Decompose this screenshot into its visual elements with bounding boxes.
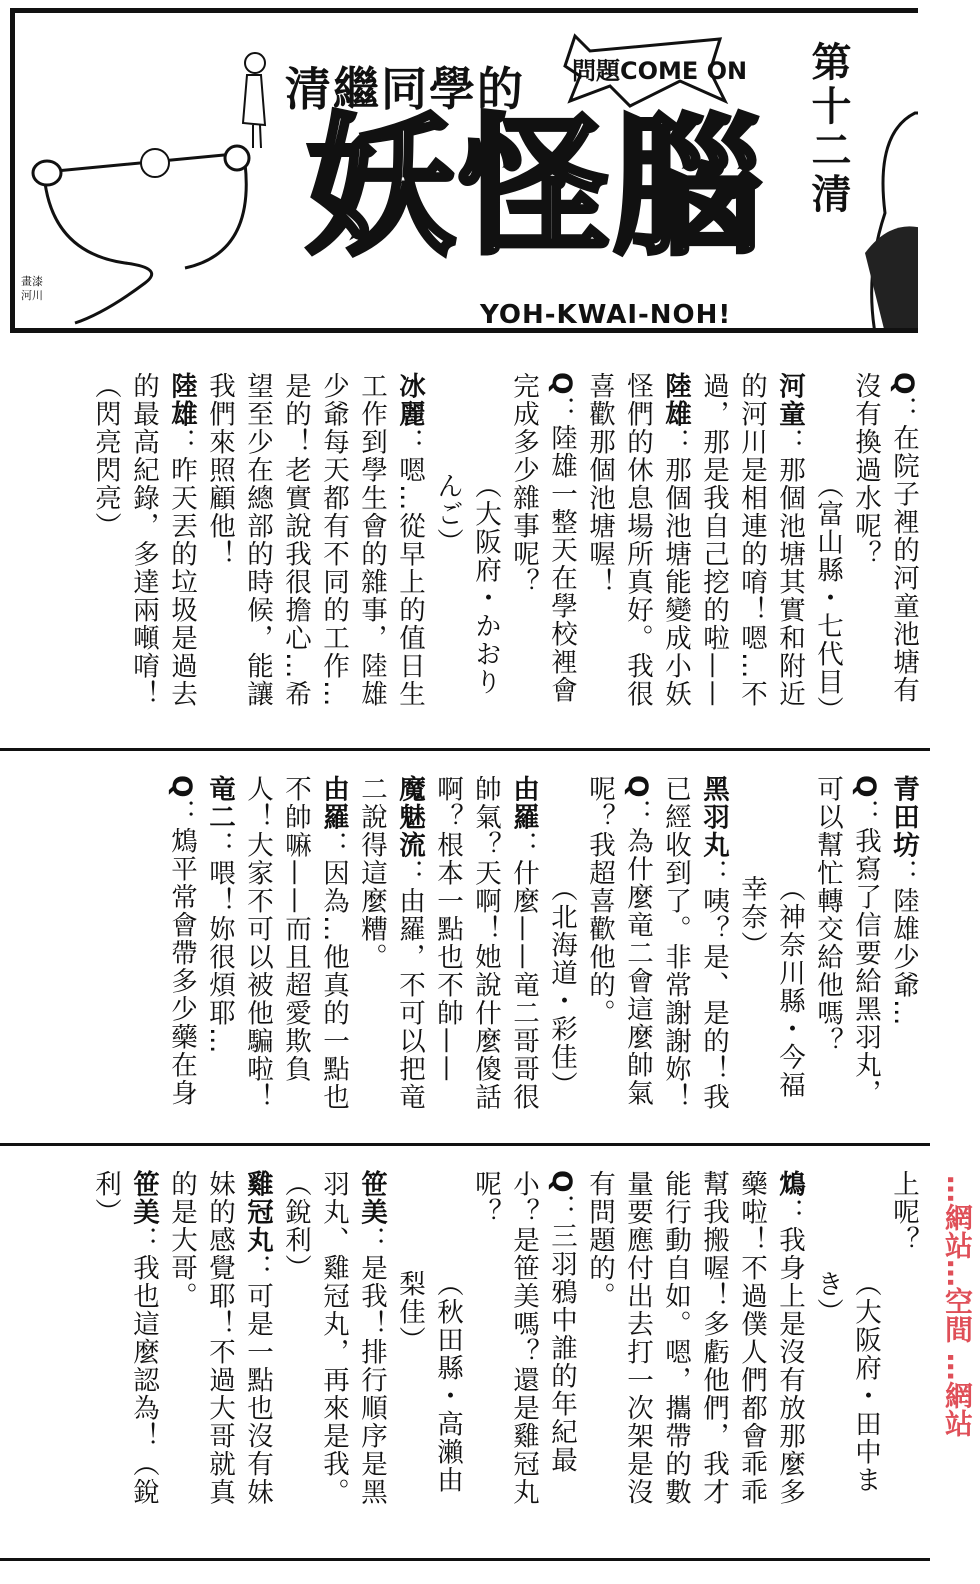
reader-question	[162, 775, 200, 1125]
aside-note: （閃亮閃亮）	[90, 372, 121, 540]
speaker-colon: ：	[546, 396, 577, 425]
speaker-colon: ：	[546, 1194, 577, 1223]
speaker-colon: ：	[242, 1254, 273, 1282]
speaker-label: 青田坊	[888, 775, 919, 859]
speaker-label: 河童	[774, 372, 805, 428]
speaker-colon: ：	[204, 831, 235, 859]
speech-bubble	[560, 31, 748, 101]
main-title: 妖怪腦	[305, 101, 768, 275]
qa-section-1	[86, 372, 922, 722]
character-answer	[162, 1170, 276, 1520]
character-answer	[276, 1170, 390, 1520]
reader-attribution: （北海道・彩佳）	[546, 875, 577, 1099]
entry-text: 由羅，不可以把竜二說得這麼糟。	[356, 775, 425, 1111]
speaker-label: Q	[166, 775, 197, 800]
speaker-colon: ：	[394, 859, 425, 887]
character-answer	[694, 372, 808, 722]
entry-text: 三羽鴉中誰的年紀最小？是笹美嗎？還是雞冠丸呢？	[470, 1170, 577, 1506]
character-answer	[580, 1170, 808, 1520]
speaker-colon: ：	[850, 799, 881, 828]
entry-text: 鴆平常會帶多少藥在身	[166, 827, 197, 1108]
speaker-colon: ：	[128, 1226, 159, 1254]
speaker-label: 由羅	[318, 775, 349, 831]
entry-text: 咦？是、是的！我已經收到了。非常謝謝妳！	[660, 775, 729, 1111]
speaker-label: Q	[622, 775, 653, 800]
entry-text: 那個池塘能變成小妖怪們的休息場所真好。我很喜歡那個池塘喔！	[584, 372, 691, 708]
speaker-colon: ：	[166, 428, 197, 456]
reader-question	[580, 775, 656, 1125]
reader-question	[504, 372, 580, 722]
speaker-colon: ：	[394, 428, 425, 456]
speaker-colon: ：	[622, 799, 653, 828]
character-answer	[124, 372, 200, 722]
series-title: 清繼同學的	[285, 62, 525, 116]
speaker-label: Q	[546, 372, 577, 397]
speaker-colon: ：	[774, 1198, 805, 1226]
character-answer	[656, 775, 732, 1125]
section-divider	[0, 748, 930, 751]
speaker-label: 雞冠丸	[242, 1170, 273, 1254]
speaker-label: 陸雄	[166, 372, 197, 428]
artist-credit: 畫漆 河川	[21, 275, 43, 302]
speaker-colon: ：	[318, 831, 349, 859]
reader-question	[466, 1170, 580, 1520]
speaker-label: 笹美	[128, 1170, 159, 1226]
speaker-label: 魔魅流	[394, 775, 425, 859]
speaker-colon: ：	[698, 859, 729, 887]
entry-text: 我寫了信要給黑羽丸，可以幫忙轉交給他嗎？	[812, 775, 881, 1108]
reader-attribution: （大阪府・田中まき）	[812, 1270, 881, 1494]
speaker-label: 鴆	[774, 1170, 805, 1198]
character-answer	[200, 372, 428, 722]
reader-attribution: （神奈川縣・今福幸奈）	[736, 875, 805, 1099]
entry-text: 可是一點也沒有妹妹的感覺耶！不過大哥就真的是大哥。	[166, 1170, 273, 1506]
qa-section-3	[86, 1170, 922, 1520]
speaker-colon: ：	[888, 859, 919, 887]
reader-question	[808, 775, 884, 1125]
entry-text: 嗯…從早上的值日生工作到學生會的雜事，陸雄少爺每天都有不同的工作…是的！老實說我很擔心…希望至少在總部的時候，能讓我們來照顧他！	[204, 372, 425, 708]
reader-attribution: （富山縣・七代目）	[812, 472, 843, 724]
character-answer	[238, 775, 352, 1125]
entry-text: 喂！妳很煩耶…	[204, 859, 235, 1055]
character-drawing-right	[845, 13, 918, 333]
character-answer	[86, 1170, 162, 1520]
speaker-label: Q	[850, 775, 881, 800]
entry-text: 因為…他真的一點也不帥嘛——而且超愛欺負人！大家不可以被他騙啦！	[242, 775, 349, 1111]
watermark: …網站…空間 …網站	[941, 1175, 974, 1437]
entry-text: 我也這麼認為！（銳利）	[90, 1170, 159, 1506]
entry-text: 什麼——竜二哥哥很帥氣？天啊！她說什麼傻話啊？根本一點也不帥——	[432, 775, 539, 1111]
bubble-text: 問題COME ON	[572, 57, 748, 85]
speaker-label: 由羅	[508, 775, 539, 831]
speaker-colon: ：	[356, 1226, 387, 1254]
entry-text: 陸雄一整天在學校裡會完成多少雜事呢？	[508, 372, 577, 705]
section-divider	[0, 1143, 930, 1146]
section-divider	[0, 1558, 930, 1561]
character-answer	[200, 775, 238, 1125]
reader-attribution: （大阪府・かおりんご）	[432, 472, 501, 696]
entry-text: 那個池塘其實和附近的河川是相連的唷！嗯…不過，那是我自己挖的啦——	[698, 372, 805, 708]
chapter-label: 第十二清	[805, 41, 851, 217]
character-drawing-left	[15, 13, 315, 333]
speaker-colon: ：	[774, 428, 805, 456]
speaker-label: Q	[888, 372, 919, 397]
continued-text: 上呢？	[888, 1170, 919, 1254]
speaker-colon: ：	[660, 428, 691, 456]
speaker-colon: ：	[888, 396, 919, 425]
speaker-label: Q	[546, 1170, 577, 1195]
comic-header-panel	[10, 8, 918, 333]
entry-text: 是我！排行順序是黑羽丸、雞冠丸，再來是我。（銳利）	[280, 1170, 387, 1506]
speaker-label: 笹美	[356, 1170, 387, 1226]
entry-text: 陸雄少爺…	[888, 887, 919, 1027]
speaker-label: 黑羽丸	[698, 775, 729, 859]
entry-text: 在院子裡的河童池塘有沒有換過水呢？	[850, 372, 919, 705]
romaji-title: YOH-KWAI-NOH!	[480, 300, 732, 330]
entry-text: 昨天丟的垃圾是過去的最高紀錄，多達兩噸唷！	[128, 372, 197, 708]
reader-attribution: （秋田縣・高瀨由梨佳）	[394, 1270, 463, 1494]
speaker-label: 竜二	[204, 775, 235, 831]
character-answer	[352, 775, 428, 1125]
speaker-label: 冰麗	[394, 372, 425, 428]
reader-question	[846, 372, 922, 722]
qa-section-2	[162, 775, 922, 1125]
character-answer	[884, 775, 922, 1125]
speaker-colon: ：	[508, 831, 539, 859]
entry-text: 為什麼竜二會這麼帥氣呢？我超喜歡他的。	[584, 775, 653, 1108]
character-answer	[580, 372, 694, 722]
speaker-colon: ：	[166, 799, 197, 828]
speaker-label: 陸雄	[660, 372, 691, 428]
character-answer	[428, 775, 542, 1125]
entry-text: 我身上是沒有放那麼多藥啦！不過僕人們都會乖乖幫我搬喔！多虧他們，我才能行動自如。嗯，攜帶的數量要應付出去打一次架是沒有問題的。	[584, 1170, 805, 1506]
